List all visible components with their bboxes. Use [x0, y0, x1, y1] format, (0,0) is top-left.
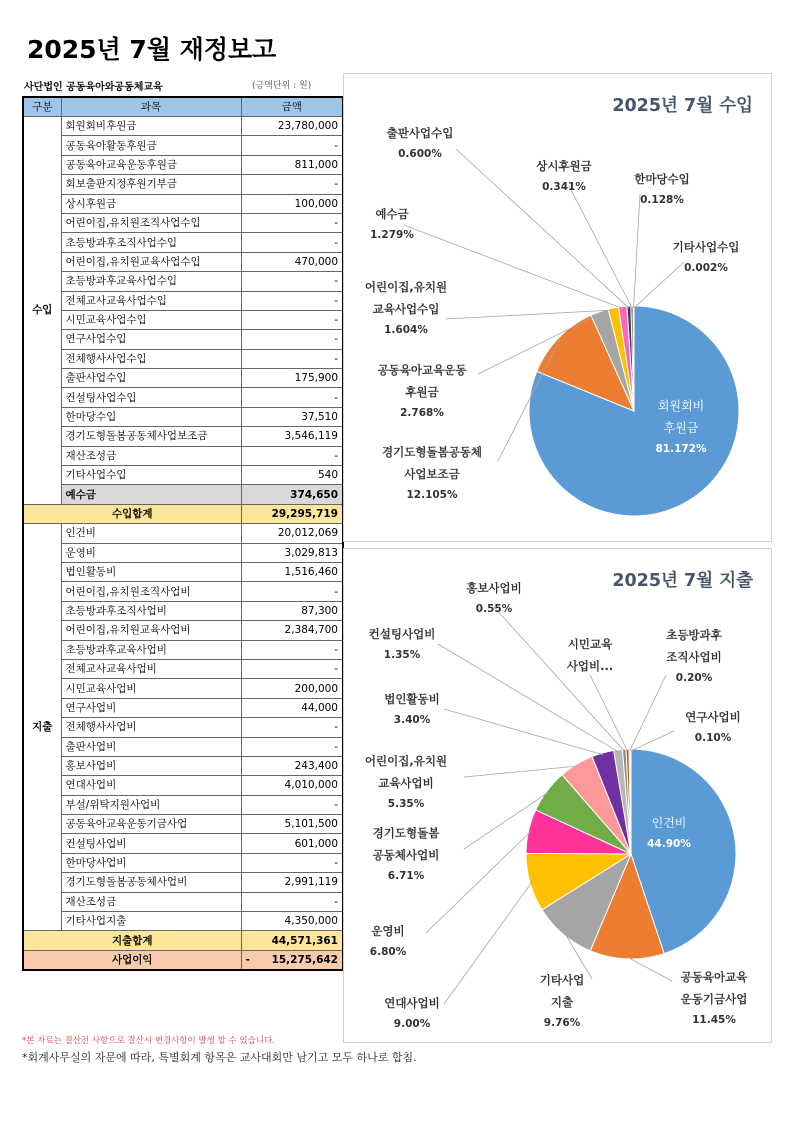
leader-line-1: [627, 957, 672, 981]
slice-percent: 12.105%: [406, 489, 458, 501]
slice-name-line: 상시후원금: [536, 159, 592, 173]
income-amount: -: [241, 213, 343, 232]
income-row: [23, 272, 343, 291]
expense-amount: -: [241, 795, 343, 814]
expense-subject: 공동육아교육운동기금사업: [61, 815, 241, 834]
leader-line-11: [630, 675, 666, 751]
expense-amount: 2,384,700: [241, 621, 343, 640]
income-subject: 회원회비후원금: [61, 117, 241, 136]
expense-subject: 어린이집,유치원조직사업비: [61, 582, 241, 601]
expense-subject: 운영비: [61, 543, 241, 562]
slice-name-line: 초등방과후: [666, 628, 722, 642]
income-amount: -: [241, 388, 343, 407]
expense-subject: 초등방과후조직사업비: [61, 601, 241, 620]
header-amount: 금액: [241, 97, 343, 117]
income-subject: 회보출판지정후원기부금: [61, 175, 241, 194]
slice-percent: 1.279%: [370, 229, 414, 241]
expense-amount: 3,029,813: [241, 543, 343, 562]
slice-name-line: 경기도형돌봄공동체: [382, 445, 482, 459]
income-amount: -: [241, 330, 343, 349]
expense-amount: 4,350,000: [241, 912, 343, 931]
slice-name-line: 출판사업수입: [386, 126, 454, 140]
expense-subject: 경기도형돌봄공동체사업비: [61, 873, 241, 892]
slice-percent: 9.76%: [543, 1017, 581, 1029]
expense-row: [23, 640, 343, 659]
income-row: [23, 252, 343, 271]
income-row: [23, 369, 343, 388]
expense-row: [23, 698, 343, 717]
expense-total-amount: 44,571,361: [241, 931, 343, 950]
slice-percent: 1.604%: [384, 324, 428, 336]
slice-name-line: 공동육아교육: [680, 970, 748, 984]
income-row: [23, 388, 343, 407]
expense-group-label: 지출: [23, 524, 61, 931]
slice-name-line: 어린이집,유치원: [364, 280, 448, 294]
leader-line-4: [426, 832, 531, 933]
expense-total-label: 지출합계: [23, 931, 241, 950]
income-amount: -: [241, 272, 343, 291]
leader-line-9: [494, 607, 624, 751]
slice-name-line: 법인활동비: [384, 692, 440, 706]
header-subject: 과목: [61, 97, 241, 117]
income-row: [23, 136, 343, 155]
expense-amount: -: [241, 659, 343, 678]
slice-name-line: 공동체사업비: [372, 848, 440, 862]
income-subject: 재산조성금: [61, 446, 241, 465]
income-amount: 470,000: [241, 252, 343, 271]
expense-row: [23, 892, 343, 911]
income-subject: 상시후원금: [61, 194, 241, 213]
income-pie-chart: [344, 74, 771, 541]
slice-name-line: 회원회비: [657, 399, 705, 413]
slice-percent: 0.341%: [542, 181, 586, 193]
slice-name-line: 기타사업: [539, 973, 585, 987]
expense-row: [23, 659, 343, 678]
pie-label-1: [627, 957, 748, 1026]
expense-subject: 연대사업비: [61, 776, 241, 795]
income-amount: 23,780,000: [241, 117, 343, 136]
slice-name-line: 연구사업비: [685, 710, 741, 724]
slice-percent: 81.172%: [655, 443, 707, 455]
income-amount: 540: [241, 466, 343, 485]
income-amount: -: [241, 233, 343, 252]
expense-subject: 인건비: [61, 524, 241, 543]
leader-line-8: [634, 262, 684, 308]
income-subject: 경기도형돌봄공동체사업보조금: [61, 427, 241, 446]
pie-label-8: [634, 240, 739, 308]
expense-subject: 어린이집,유치원교육사업비: [61, 621, 241, 640]
income-row: [23, 155, 343, 174]
income-row: [23, 446, 343, 465]
income-amount: 811,000: [241, 155, 343, 174]
income-amount: 100,000: [241, 194, 343, 213]
slice-percent: 0.128%: [640, 194, 684, 206]
income-group-label: 수입: [23, 117, 61, 505]
income-subject: 공동육아활동후원금: [61, 136, 241, 155]
slice-name-line: 사업보조금: [404, 467, 460, 481]
expense-amount: 87,300: [241, 601, 343, 620]
slice-name-line: 연대사업비: [384, 996, 440, 1010]
income-subject: 공동육아교육운동후원금: [61, 155, 241, 174]
expense-amount: -: [241, 737, 343, 756]
expense-amount: 1,516,460: [241, 562, 343, 581]
disclaimer-note: *본 자료는 결산전 사항으로 결산시 변경사항이 발생 할 수 있습니다.: [22, 1036, 275, 1046]
income-amount: -: [241, 349, 343, 368]
expense-row: [23, 718, 343, 737]
slice-percent: 44.90%: [647, 838, 691, 850]
expense-row: [23, 737, 343, 756]
slice-percent: 3.40%: [393, 714, 431, 726]
profit-amount: 15,275,642: [271, 953, 338, 966]
expense-row: [23, 853, 343, 872]
expense-subject: 법인활동비: [61, 562, 241, 581]
income-subject: 컨설팅사업수입: [61, 388, 241, 407]
expense-subject: 재산조성금: [61, 892, 241, 911]
slice-name-line: 후원금: [663, 421, 699, 435]
expense-amount: -: [241, 853, 343, 872]
expense-amount: 44,000: [241, 698, 343, 717]
expense-pie-chart: [344, 549, 771, 1042]
income-row: [23, 310, 343, 329]
expense-amount: 200,000: [241, 679, 343, 698]
income-amount: 3,546,119: [241, 427, 343, 446]
expense-amount: 4,010,000: [241, 776, 343, 795]
pie-slice-12: [630, 749, 631, 854]
expense-amount: -: [241, 718, 343, 737]
table-header-row: [23, 97, 343, 117]
income-row: [23, 233, 343, 252]
expense-row: [23, 912, 343, 931]
leader-line-12: [631, 731, 674, 751]
pie-label-10: [567, 637, 628, 751]
income-amount: 175,900: [241, 369, 343, 388]
income-row: [23, 194, 343, 213]
slice-name-line: 시민교육: [567, 637, 613, 651]
leader-line-3: [444, 882, 532, 1004]
pie-label-6: [536, 159, 632, 308]
expense-subject: 부설/위탁지원사업비: [61, 795, 241, 814]
expense-subject: 초등방과후교육사업비: [61, 640, 241, 659]
expense-amount: 20,012,069: [241, 524, 343, 543]
income-amount: -: [241, 446, 343, 465]
slice-name-line: 인건비: [651, 816, 687, 830]
income-amount: 37,510: [241, 407, 343, 426]
profit-label: 사업이익: [23, 950, 241, 970]
expense-subject: 전체교사교육사업비: [61, 659, 241, 678]
pie-label-12: [631, 710, 741, 751]
expense-row: [23, 562, 343, 581]
income-row: [23, 427, 343, 446]
slice-name-line: 지출: [550, 995, 574, 1009]
income-row: [23, 117, 343, 136]
expense-amount: -: [241, 582, 343, 601]
page-title: 2025년 7월 재정보고: [27, 35, 277, 64]
income-total-label: 수입합계: [23, 504, 241, 523]
slice-name-line: 교육사업수입: [372, 302, 440, 316]
income-amount: -: [241, 310, 343, 329]
slice-name-line: 홍보사업비: [466, 581, 522, 595]
expense-row: [23, 582, 343, 601]
unit-note: (금액단위 : 원): [252, 81, 312, 91]
expense-row: [23, 621, 343, 640]
leader-line-6: [569, 186, 632, 308]
expense-row: [23, 601, 343, 620]
expense-row: [23, 795, 343, 814]
slice-percent: 11.45%: [692, 1014, 736, 1026]
income-subject: 시민교육사업수입: [61, 310, 241, 329]
deposit-row: [23, 485, 343, 504]
slice-name-line: 공동육아교육운동: [377, 363, 467, 377]
leader-line-7: [634, 194, 640, 308]
expense-chart-panel: [343, 548, 772, 1043]
income-row: [23, 349, 343, 368]
deposit-amount: 374,650: [241, 485, 343, 504]
slice-percent: 0.10%: [694, 732, 732, 744]
leader-line-6: [464, 766, 577, 777]
expense-row: [23, 776, 343, 795]
expense-amount: 2,991,119: [241, 873, 343, 892]
header-group: 구분: [23, 97, 61, 117]
income-row: [23, 175, 343, 194]
expense-subject: 전체행사사업비: [61, 718, 241, 737]
slice-name-line: 어린이집,유치원: [364, 754, 448, 768]
income-total-row: [23, 504, 343, 523]
expense-subject: 컨설팅사업비: [61, 834, 241, 853]
profit-amount-cell: [241, 950, 343, 970]
expense-row: [23, 543, 343, 562]
income-subject: 연구사업수입: [61, 330, 241, 349]
slice-name-line: 한마당수입: [634, 172, 690, 186]
income-subject: 어린이집,유치원교육사업수입: [61, 252, 241, 271]
income-row: [23, 330, 343, 349]
slice-name-line: 사업비...: [566, 659, 614, 673]
expense-subject: 연구사업비: [61, 698, 241, 717]
expense-row: [23, 873, 343, 892]
slice-name-line: 조직사업비: [666, 650, 722, 664]
slice-name-line: 경기도형돌봄: [372, 826, 440, 840]
expense-chart-title: 2025년 7월 지출: [612, 571, 753, 591]
accounting-note: *회계사무실의 자문에 따라, 특별회계 항목은 교사대회만 남기고 모두 하나로 합침.: [22, 1051, 417, 1064]
expense-amount: -: [241, 640, 343, 659]
expense-row: [23, 524, 343, 543]
income-chart-panel: [343, 73, 772, 542]
slice-name-line: 운동기금사업: [680, 992, 748, 1006]
slice-percent: 0.600%: [398, 148, 442, 160]
pie-label-3: [384, 882, 532, 1030]
expense-subject: 출판사업비: [61, 737, 241, 756]
income-amount: -: [241, 175, 343, 194]
expense-total-row: [23, 931, 343, 950]
income-subject: 초등방과후조직사업수입: [61, 233, 241, 252]
profit-sign: -: [245, 953, 250, 966]
expense-amount: 601,000: [241, 834, 343, 853]
leader-line-4: [404, 225, 623, 309]
slice-percent: 0.002%: [684, 262, 728, 274]
income-row: [23, 466, 343, 485]
slice-percent: 2.768%: [400, 407, 444, 419]
slice-name-line: 기타사업수입: [672, 240, 740, 254]
slice-percent: 0.20%: [675, 672, 713, 684]
income-subject: 한마당수입: [61, 407, 241, 426]
income-subject: 전체행사사업수입: [61, 349, 241, 368]
leader-line-7: [444, 709, 603, 755]
expense-subject: 홍보사업비: [61, 756, 241, 775]
income-chart-title: 2025년 7월 수입: [612, 96, 753, 116]
finance-table: [22, 96, 344, 971]
income-subject: 어린이집,유치원조직사업수입: [61, 213, 241, 232]
organization-name: 사단법인 공동육아와공동체교육: [24, 82, 163, 93]
leader-line-10: [590, 675, 628, 751]
expense-amount: 243,400: [241, 756, 343, 775]
expense-row: [23, 815, 343, 834]
expense-subject: 기타사업지출: [61, 912, 241, 931]
expense-row: [23, 834, 343, 853]
expense-row: [23, 679, 343, 698]
income-amount: -: [241, 136, 343, 155]
expense-subject: 시민교육사업비: [61, 679, 241, 698]
income-subject: 초등방과후교육사업수입: [61, 272, 241, 291]
income-amount: -: [241, 291, 343, 310]
slice-percent: 1.35%: [383, 649, 421, 661]
slice-name-line: 후원금: [405, 385, 439, 399]
income-row: [23, 291, 343, 310]
income-subject: 기타사업수입: [61, 466, 241, 485]
slice-percent: 6.71%: [387, 870, 425, 882]
expense-amount: -: [241, 892, 343, 911]
deposit-subject: 예수금: [61, 485, 241, 504]
expense-row: [23, 756, 343, 775]
income-row: [23, 407, 343, 426]
slice-percent: 0.55%: [475, 603, 513, 615]
profit-row: [23, 950, 343, 970]
slice-percent: 5.35%: [387, 798, 425, 810]
slice-name-line: 교육사업비: [378, 776, 434, 790]
income-subject: 전체교사교육사업수입: [61, 291, 241, 310]
slice-percent: 9.00%: [393, 1018, 431, 1030]
slice-name-line: 운영비: [371, 924, 405, 938]
income-total-amount: 29,295,719: [241, 504, 343, 523]
slice-name-line: 컨설팅사업비: [368, 627, 436, 641]
expense-subject: 한마당사업비: [61, 853, 241, 872]
income-row: [23, 213, 343, 232]
expense-amount: 5,101,500: [241, 815, 343, 834]
slice-percent: 6.80%: [369, 946, 407, 958]
slice-name-line: 예수금: [375, 207, 409, 221]
income-subject: 출판사업수입: [61, 369, 241, 388]
